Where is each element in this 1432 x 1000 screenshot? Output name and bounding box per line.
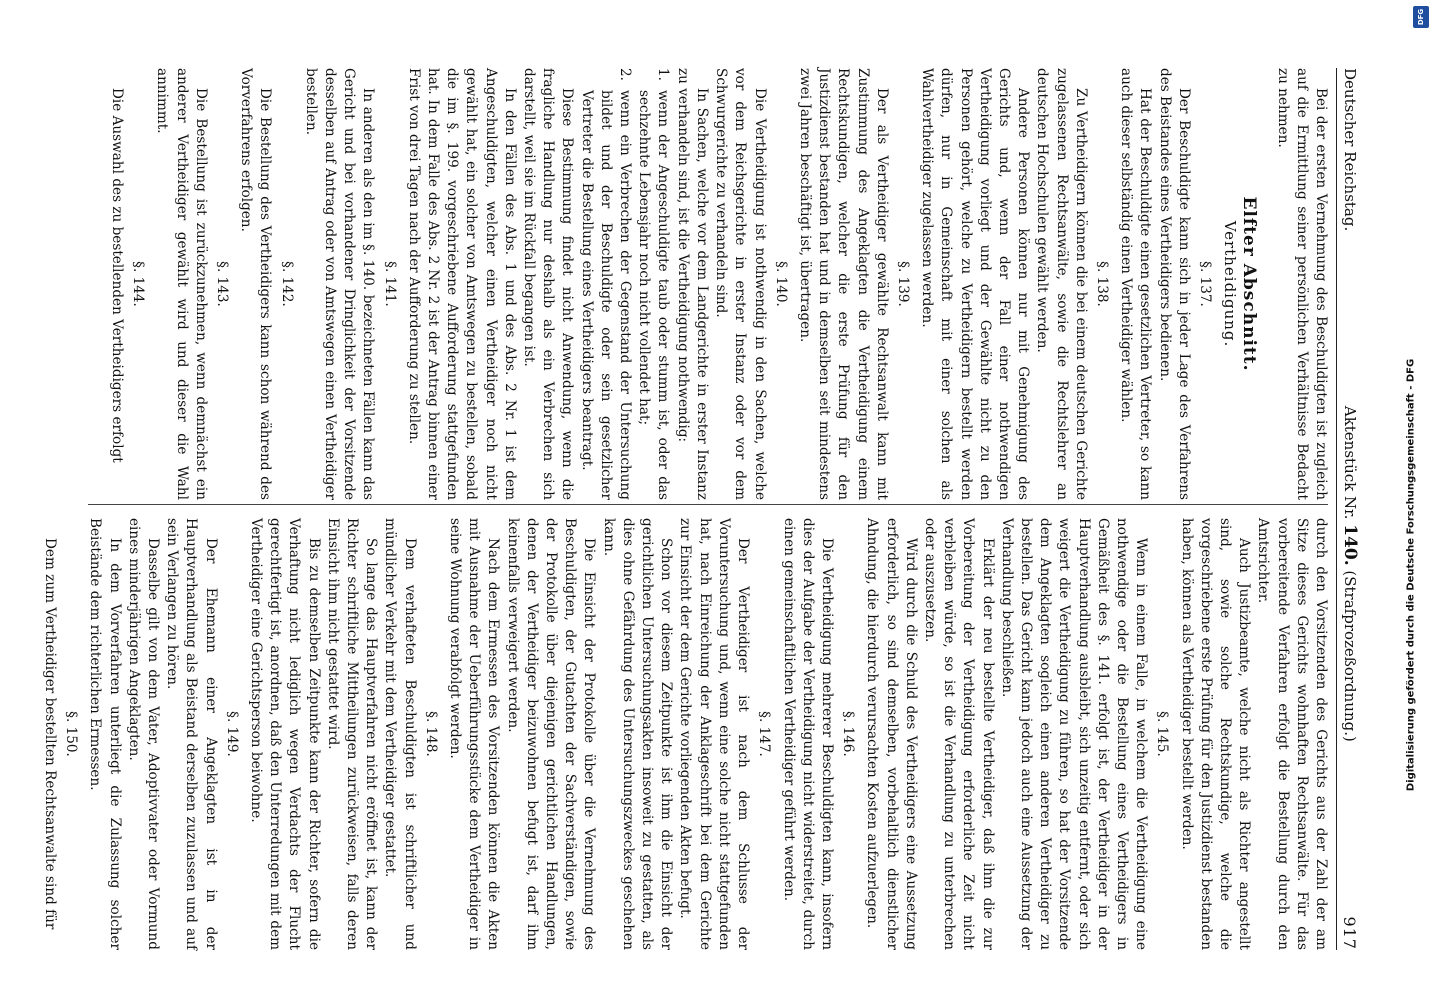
paragraph: So lange das Hauptverfahren nicht eröffnet ist, kann der Richter schriftliche Mittheilungen zurückweisen, falls deren Einsicht ihm nicht gestattet wird.: [324, 518, 380, 950]
column-divider: [88, 504, 1328, 505]
header-center-suffix: (Strafprozeßordnung.): [1341, 570, 1360, 742]
paragraph: Der Beschuldigte kann sich in jeder Lage des Verfahrens des Beistandes eines Vertheidigers bedienen.: [1156, 68, 1192, 500]
paragraph: Die Bestellung des Vertheidigers kann schon während des Vorverfahrens erfolgen.: [238, 68, 274, 500]
dfg-logo-text: DFG: [1417, 8, 1425, 26]
paragraph: Der als Vertheidiger gewählte Rechtsanwalt kann mit Zustimmung des Angeklagten die Vertheidigung einem Rechtskundigen, welcher die erste Prüfung für den Justizdienst bestanden hat und in demselben seit mindestens zwei Jahren beschäftigt ist, übertragen.: [796, 68, 890, 500]
digitization-note: [1391, 150, 1431, 1000]
section-heading: §. 149.: [223, 711, 240, 757]
left-column: [107, 68, 1330, 500]
list-item-number: 2.: [617, 68, 634, 81]
digitization-note-text: Digitalisierung gefördert durch die Deutsche Forschungsgemeinschaft - DFG: [1405, 358, 1417, 792]
list-item: [634, 68, 672, 500]
section-heading: §. 145.: [1154, 711, 1171, 757]
paragraph: Bis zu demselben Zeitpunkte kann der Richter, sofern die Verhaftung nicht lediglich wegen Verdachts der Flucht gerechtfertigt ist, anordnen, daß den Unterredungen mit dem Vertheidiger eine Gerichtsperson beiwohne.: [248, 518, 322, 950]
paragraph: Die Auswahl des zu bestellenden Vertheidigers erfolgt: [109, 88, 126, 463]
paragraph: Die Vertheidigung ist nothwendig in den Sachen, welche vor dem Reichsgerichte in erster Instanz oder vor dem Schwurgerichte zu verhandeln sind.: [713, 68, 768, 500]
paragraph: Die Bestellung ist zurückzunehmen, wenn demnächst ein anderer Vertheidiger gewählt wird und dieser die Wahl annimmt.: [154, 68, 209, 500]
section-heading: §. 147.: [756, 711, 773, 757]
chapter-title: Elfter Abschnitt.: [1239, 196, 1260, 372]
paragraph: Hat der Beschuldigte einen gesetzlichen Vertreter, so kann auch dieser selbständig einen Vertheidiger wählen.: [1118, 68, 1154, 500]
list-item-text: wenn der Angeschuldigte taub oder stumm ist, oder das sechzehnte Lebensjahr noch nicht vollendet hat;: [636, 90, 672, 500]
paragraph: Andere Personen können nur mit Genehmigung des Gerichts und, wenn der Fall einer nothwendigen Vertheidigung vorliegt und der Gewählte nicht zu den Personen gehört, welche zu Vertheidigern bestellt werden dürfen, nur in Gemeinschaft mit einer solchen als Wahlvertheidiger zugelassen werden.: [919, 68, 1032, 500]
paragraph: Wenn in einem Falle, in welchem die Vertheidigung eine nothwendige oder die Bestellung eines Vertheidigers in Gemäßheit des §. 141. erfolgt ist, der Vertheidiger in der Hauptverhandlung ausbleibt, sich unzeitig entfernt, oder sich weigert die Vertheidigung zu führen, so hat der Vorsitzende dem Angeklagten sogleich einen anderen Vertheidiger zu bestellen. Das Gericht kann jedoch auch eine Aussetzung der Verhandlung beschließen.: [998, 518, 1150, 950]
paragraph: Die Vertheidigung mehrerer Beschuldigten kann, insofern dies der Aufgabe der Vertheidigung nicht widerstreitet, durch einen gemeinschaftlichen Vertheidiger geführt werden.: [780, 518, 835, 950]
section-heading: §. 148.: [422, 711, 439, 757]
paragraph: In den Fällen des Abs. 1 und des Abs. 2 Nr. 1 ist dem Angeschuldigten, welcher einen Vertheidiger noch nicht gewählt hat, ein solcher von Amtswegen zu bestellen, sobald die im §. 199. vorgeschriebene Aufforderung stattgefunden hat. In dem Falle des Abs. 2 Nr. 2 ist der Antrag binnen einer Frist von drei Tagen nach der Aufforderung zu stellen.: [405, 68, 518, 500]
paragraph: Dasselbe gilt von dem Vater, Adoptivvater oder Vormund eines minderjährigen Angeklagten.: [125, 518, 162, 950]
list-item-text: wenn ein Verbrechen der Gegenstand der Untersuchung bildet und der Beschuldigte oder sein gesetzlicher Vertreter die Bestellung eines Vertheidigers beantragt.: [578, 90, 634, 500]
header-left: Deutscher Reichstag.: [1341, 68, 1360, 232]
paragraph: In anderen als den im §. 140. bezeichneten Fällen kann das Gericht und bei vorhandener Dringlichkeit der Vorsitzende desselben auf Antrag oder von Amtswegen einen Vertheidiger bestellen.: [302, 68, 377, 500]
section-heading: §. 141.: [381, 261, 398, 307]
paragraph: Zu Vertheidigern können die bei einem deutschen Gerichte zugelassenen Rechtsanwälte, sowie die Rechtslehrer an deutschen Hochschulen gewählt werden.: [1034, 68, 1089, 500]
paragraph: Wird durch die Schuld des Vertheidigers eine Aussetzung erforderlich, so sind demselben, vorbehaltlich dienstlicher Ahndung, die hierdurch verursachten Kosten aufzuerlegen.: [864, 518, 919, 950]
paragraph: Dem zum Vertheidiger bestellten Rechtsanwalte sind für: [42, 538, 58, 930]
section-heading: §. 137.: [1196, 261, 1213, 307]
section-heading: §. 138.: [1093, 261, 1110, 307]
page-header: [1336, 68, 1370, 950]
section-heading: §. 139.: [894, 261, 911, 307]
section-heading: §. 150.: [63, 711, 80, 757]
right-column: [40, 518, 1330, 950]
section-heading: §. 142.: [278, 261, 295, 307]
dfg-logo: [1413, 6, 1429, 28]
chapter-subtitle: Vertheidigung.: [1221, 220, 1240, 348]
header-center-prefix: Aktenstück Nr.: [1341, 405, 1360, 520]
rotated-page: [26, 10, 1406, 990]
page-number: 917: [1340, 916, 1360, 950]
paragraph: In dem Vorverfahren unterliegt die Zulassung solcher Beistände dem richterlichen Ermessen.: [87, 518, 123, 950]
paragraph: Erklärt der neu bestellte Vertheidiger, daß ihm die zur Vorbereitung der Vertheidigung erforderliche Zeit nicht verbleiben würde, so ist die Verhandlung zu unterbrechen oder auszusetzen.: [921, 518, 996, 950]
paragraph: Der Vertheidiger ist nach dem Schlusse der Voruntersuchung und, wenn eine solche nicht stattgefunden hat, nach Einreichung der Anklageschrift bei dem Gerichte zur Einsicht der dem Gerichte vorliegenden Akten befugt.: [677, 518, 752, 950]
paragraph: durch den Vorsitzenden des Gerichts aus der Zahl der am Sitze dieses Gerichts wohnhaften Rechtsanwälte. Für das vorbereitende Verfahren erfolgt die Bestellung durch den Amtsrichter.: [1255, 518, 1329, 950]
paragraph: Diese Bestimmung findet nicht Anwendung, wenn die fragliche Handlung nur deshalb als ein Verbrechen sich darstellt, weil sie im Rückfall begangen ist.: [521, 68, 576, 500]
list-item: [576, 68, 634, 500]
paragraph: Dem verhafteten Beschuldigten ist schriftlicher und mündlicher Verkehr mit dem Vertheidiger gestattet.: [382, 518, 418, 950]
header-center: [1340, 406, 1359, 742]
section-heading: §. 144.: [130, 261, 147, 307]
paragraph: Die Einsicht der Protokolle über die Vernehmung des Beschuldigten, der Gutachten der Sachverständigen, sowie der Protokolle über diejenigen gerichtlichen Handlungen, denen der Vertheidiger beizuwohnen befugt ist, darf ihm keinenfalls verweigert werden.: [504, 518, 598, 950]
section-heading: §. 140.: [772, 261, 789, 307]
paragraph: Auch Justizbeamte, welche nicht als Richter angestellt sind, sowie solche Rechtskundige, welche die vorgeschriebene erste Prüfung für den Justizdienst bestanden haben, können als Vertheidiger bestellt werden.: [1178, 518, 1253, 950]
paragraph: Schon vor diesem Zeitpunkte ist ihm die Einsicht der gerichtlichen Untersuchungsakten insoweit zu gestatten, als dies ohne Gefährdung des Untersuchungszweckes geschehen kann.: [600, 518, 675, 950]
paragraph: Bei der ersten Vernehmung des Beschuldigten ist zugleich auf die Ermittlung seiner persönlichen Verhältnisse Bedacht zu nehmen.: [1274, 68, 1329, 500]
section-heading: §. 146.: [840, 711, 857, 757]
section-heading: §. 143.: [214, 261, 231, 307]
paragraph: Der Ehemann einer Angeklagten ist in der Hauptverhandlung als Beistand derselben zuzulassen und auf sein Verlangen zu hören.: [164, 518, 219, 950]
list-item-number: 1.: [655, 68, 672, 81]
header-center-num: 140.: [1340, 524, 1361, 566]
paragraph: Nach dem Ermessen des Vorsitzenden können die Akten mit Ausnahme der Ueberführungsstücke dem Vertheidiger in seine Wohnung verabfolgt werden.: [447, 518, 502, 950]
paragraph: In Sachen, welche vor dem Landgerichte in erster Instanz zu verhandeln sind, ist die Vertheidigung nothwendig:: [674, 68, 710, 500]
